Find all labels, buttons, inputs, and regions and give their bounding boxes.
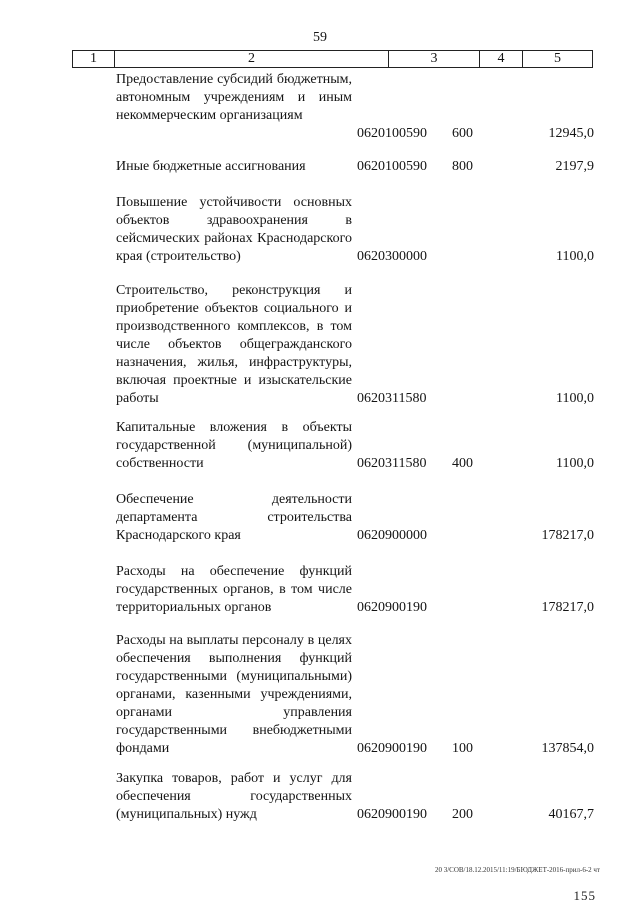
row-description: Закупка товаров, работ и услуг для обеспечения государственных (муниципальных) нужд [116,771,352,822]
table-row [116,491,594,545]
table-row [116,563,594,617]
row-code: 0620100590 [357,126,427,141]
row-amount: 2197,9 [555,159,594,174]
row-description: Иные бюджетные ассигнования [116,159,306,174]
table-row [116,71,594,143]
sheet-number: 155 [573,888,596,903]
row-description: Обеспечение деятельности департамента строительства Краснодарского края [116,492,352,543]
column-header-3: 3 [389,51,480,67]
column-header-5: 5 [554,51,561,66]
page-number: 59 [313,30,327,45]
row-code: 0620300000 [357,249,427,264]
row-amount: 137854,0 [541,741,594,756]
row-code: 0620900190 [357,600,427,615]
row-expense-type: 200 [452,807,473,822]
row-amount: 12945,0 [548,126,594,141]
column-header-2: 2 [115,51,389,67]
row-description: Строительство, реконструкция и приобретение объектов социального и производственного комплексов, в том числе объектов общегражданского назначения, жилья, инфраструктуры, включая проектные и изыскательские работы [116,283,352,406]
row-amount: 178217,0 [541,528,594,543]
table-row [116,770,594,824]
table-row [116,632,594,758]
column-header-1: 1 [73,51,115,67]
row-code: 0620311580 [357,391,427,406]
row-code: 0620900190 [357,807,427,822]
table-row [116,419,594,473]
row-expense-type: 800 [452,159,473,174]
row-amount: 1100,0 [556,391,594,406]
row-description: Повышение устойчивости основных объектов здравоохранения в сейсмических районах Краснодарского края (строительство) [116,195,352,264]
row-expense-type: 400 [452,456,473,471]
row-description: Расходы на обеспечение функций государственных органов, в том числе территориальных органов [116,564,352,615]
row-amount: 40167,7 [548,807,594,822]
row-amount: 178217,0 [541,600,594,615]
document-footer-code: 20 3/СОВ/18.12.2015/11:19/БЮДЖЕТ-2016-прил-6-2 чт [434,866,600,874]
row-code: 0620100590 [357,159,427,174]
row-amount: 1100,0 [556,456,594,471]
row-expense-type: 100 [452,741,473,756]
column-header-4: 4 [480,51,523,67]
row-code: 0620900190 [357,741,427,756]
column-header-row [72,50,593,68]
row-description: Предоставление субсидий бюджетным, автономным учреждениям и иным некоммерческим организациям [116,72,352,123]
table-row [116,158,594,176]
table-row [116,282,594,408]
table-row [116,194,594,266]
row-description: Расходы на выплаты персоналу в целях обеспечения выполнения функций государственными (муниципальными) органами, казенными учреждениями, органами управления государственными внебюджетными фондами [116,633,352,756]
row-expense-type: 600 [452,126,473,141]
row-code: 0620900000 [357,528,427,543]
row-amount: 1100,0 [556,249,594,264]
row-code: 0620311580 [357,456,427,471]
row-description: Капитальные вложения в объекты государственной (муниципальной) собственности [116,420,352,471]
